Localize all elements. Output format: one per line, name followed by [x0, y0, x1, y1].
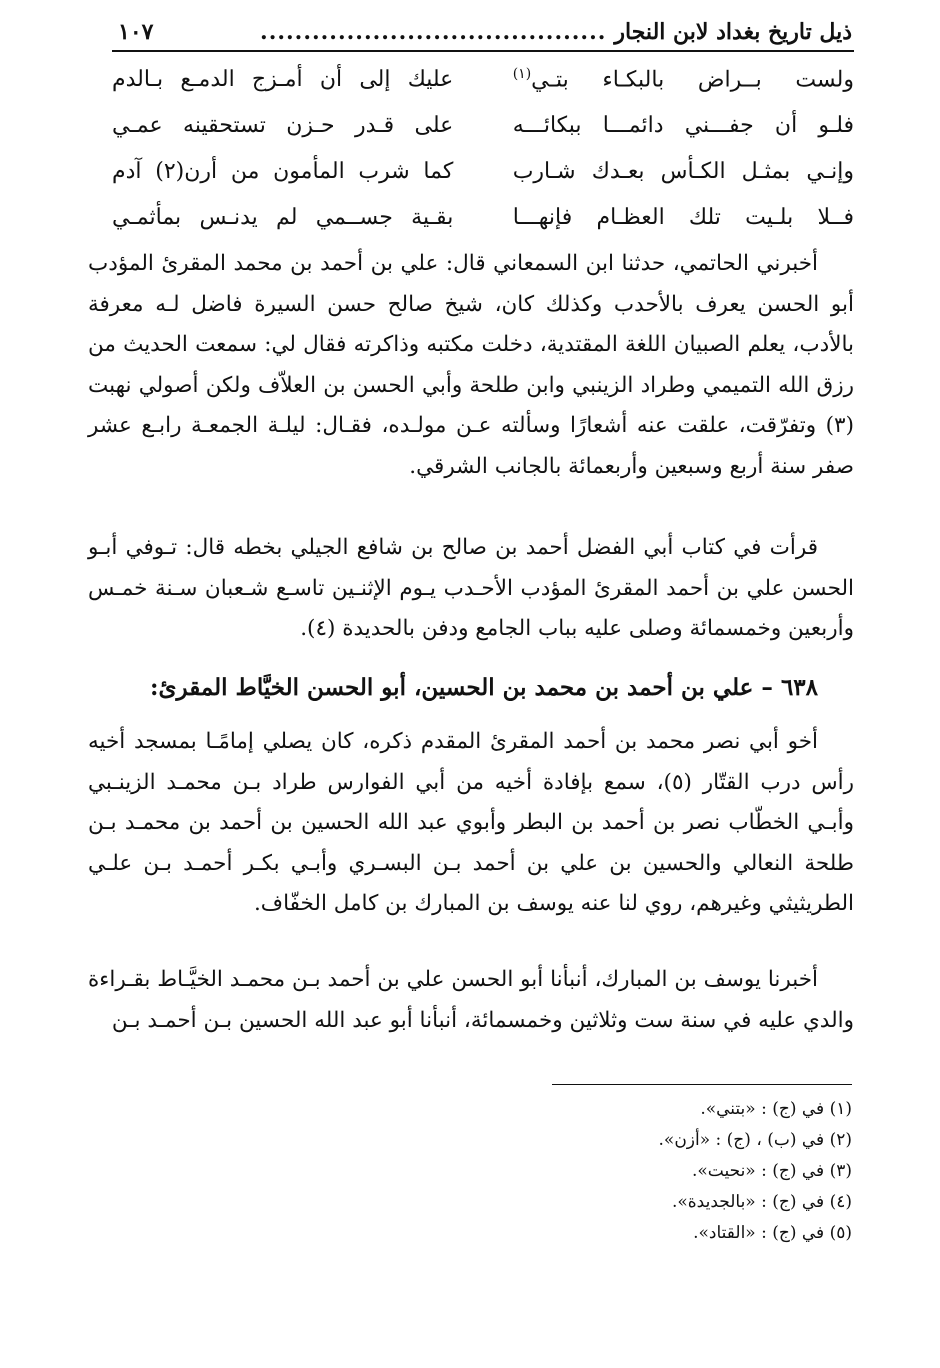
- paragraph-entry-bio: أخو أبي نصر محمد بن أحمد المقرئ المقدم ذكره، كان يصلي إمامًـا بمسجد أخيه رأس درب القتّار (٥)، سمع بإفادة أخيه من أبي الفوارس طراد بـن محمـد الزينـبي وأبـي الخطّاب نصر بن أحمد بن البطر وأبوي عبد الله الحسين بن أحمد بن محمـد بـن طلحة النعالي والحسين بن علي بن أحمد بـن البسـري وأبـي بكـر أحمـد بـن علـي الطريثيثي وغيرهم، روي لنا عنه يوسف بن المبارك بن كامل الخفّاف.: [88, 729, 854, 916]
- verse-first-hemistich: فلـو أن جفـــني دائمـــا ببكائـــه: [512, 112, 854, 138]
- header-title: ذيل تاريخ بغداد لابن النجار: [614, 19, 852, 45]
- poem-block: [112, 56, 854, 240]
- footnotes: [300, 1094, 852, 1249]
- footnote: (٢) في (ب) ، (ج) : «أزن».: [658, 1130, 852, 1150]
- poem-verse: [112, 102, 854, 148]
- verse-first-hemistich: فــلا بلـيت تلك العظـام فإنهـــا: [512, 204, 854, 230]
- verse-second-hemistich: بقـية جســمي لم يدنـس بمأثمـي: [112, 204, 454, 230]
- header-dots: ........................................: [260, 19, 607, 45]
- paragraph-biography: أخبرني الحاتمي، حدثنا ابن السمعاني قال: علي بن أحمد بن محمد المقرئ المؤدب أبو الحسن يعرف بالأحدب وكذلك كان، شيخ صالح حسن السيرة فاضل لـه معرفة بالأدب، يعلم الصبيان اللغة المقتدية، دخلت مكتبه وذاكرته فقال لي: سمعت الحديث من رزق الله التميمي وطراد الزينبي وابن طلحة وأبي الحسن بن العلاّف ولكن أصولي نهبت (٣) وتفرّقت، علقت عنه أشعارًا وسألته عـن مولـده، فقـال: ليلـة الجمعـة رابـع عشر صفر سنة أربع وسبعين وأربعمائة بالجانب الشرقي.: [88, 251, 854, 479]
- poem-verse: [112, 194, 854, 240]
- footnote-marker: (١): [512, 65, 532, 82]
- footnote-separator: [552, 1084, 852, 1085]
- paragraph-entry-chain: أخبرنا يوسف بن المبارك، أنبأنا أبو الحسن علي بن أحمد بـن محمـد الخيَّـاط بقـراءة والدي عليه في سنة ست وثلاثين وخمسمائة، أنبأنا أبو عبد الله الحسين بـن أحمـد بـن: [88, 967, 854, 1033]
- running-header: [118, 14, 852, 50]
- verse-second-hemistich: عليك إلى أن أمـزج الدمـع بـالدم: [112, 66, 454, 92]
- verse-first-hemistich: ولست بــراض بالبكـاء بتـي$^{(١)}$: [512, 65, 854, 93]
- footnote: (٥) في (ج) : «القتاد».: [693, 1223, 852, 1243]
- verse-second-hemistich: كما شرب المأمون من أرن(٢) آدم: [112, 158, 454, 184]
- footnote: (٤) في (ج) : «بالجديدة».: [671, 1192, 852, 1212]
- poem-verse: [112, 148, 854, 194]
- entry-heading: ٦٣٨ – علي بن أحمد بن محمد بن الحسين، أبو الحسن الخيَّاط المقرئ:: [150, 674, 818, 701]
- verse-second-hemistich: على قـدر حـزن تستحقينه عمـي: [112, 112, 454, 138]
- page-number: ١٠٧: [118, 19, 154, 45]
- verse-first-hemistich: وإنـي بمثـل الكـأس بعـدك شـارب: [512, 158, 854, 184]
- footnote: (١) في (ج) : «بتني».: [700, 1099, 852, 1119]
- header-rule: [112, 50, 854, 52]
- poem-verse: [112, 56, 854, 102]
- paragraph-death-notice: قرأت في كتاب أبي الفضل أحمد بن صالح بن شافع الجيلي بخطه قال: تـوفي أبـو الحسن علي بن أحمد المقرئ المؤدب الأحـدب يـوم الإثنـين تاسـع شـعبان سـنة خمـس وأربعين وخمسمائة وصلى عليه بباب الجامع ودفن بالحديدة (٤).: [88, 535, 854, 641]
- footnote: (٣) في (ج) : «نحيت».: [691, 1161, 852, 1181]
